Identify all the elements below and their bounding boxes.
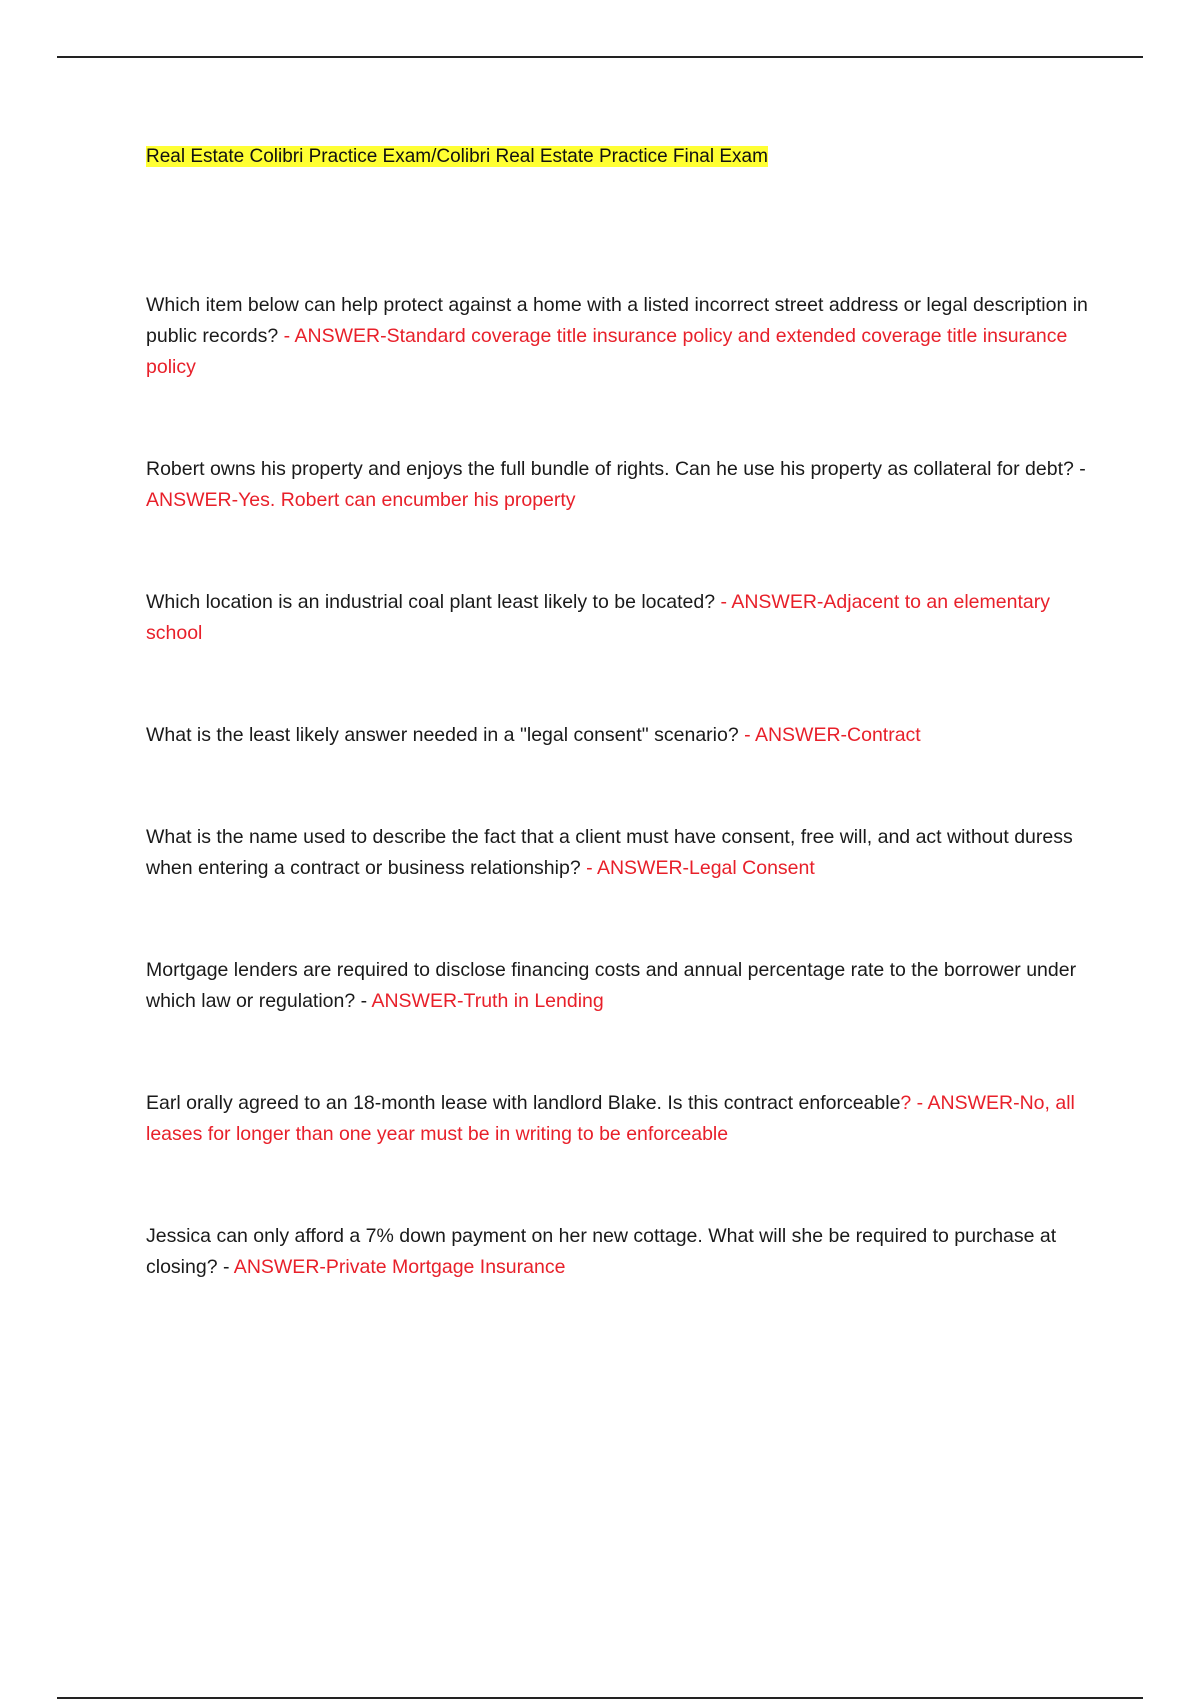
- qa-item: [146, 454, 1096, 516]
- question-text: Which item below can help protect against a home with a listed incorrect street address or legal description in public records?: [146, 294, 1088, 347]
- answer-text: ? - ANSWER-No, all leases for longer than one year must be in writing to be enforceable: [146, 1092, 1075, 1145]
- question-text: What is the name used to describe the fact that a client must have consent, free will, and act without duress when entering a contract or business relationship?: [146, 826, 1073, 879]
- question-text: Robert owns his property and enjoys the full bundle of rights. Can he use his property as collateral for debt? -: [146, 458, 1086, 480]
- qa-item: [146, 1088, 1096, 1150]
- answer-text: ANSWER-Private Mortgage Insurance: [229, 1256, 566, 1278]
- document-title-line: [146, 142, 1096, 172]
- answer-text: ANSWER-Yes. Robert can encumber his property: [146, 489, 576, 511]
- document-title: Real Estate Colibri Practice Exam/Colibri Real Estate Practice Final Exam: [146, 146, 768, 167]
- document-body: [146, 142, 1096, 1283]
- answer-text: - ANSWER-Legal Consent: [580, 857, 815, 879]
- answer-text: - ANSWER-Contract: [738, 724, 921, 746]
- answer-text: ANSWER-Truth in Lending: [367, 990, 604, 1012]
- question-text: What is the least likely answer needed in a "legal consent" scenario?: [146, 724, 739, 746]
- qa-item: [146, 1221, 1096, 1283]
- answer-text: - ANSWER-Standard coverage title insurance policy and extended coverage title insurance policy: [146, 325, 1068, 378]
- question-text: Mortgage lenders are required to disclose financing costs and annual percentage rate to the borrower under which law or regulation? -: [146, 959, 1077, 1012]
- qa-item: [146, 290, 1096, 383]
- qa-item: [146, 720, 1096, 751]
- question-text: Which location is an industrial coal plant least likely to be located?: [146, 591, 716, 613]
- footer-rule: [57, 1697, 1143, 1699]
- question-text: Jessica can only afford a 7% down payment on her new cottage. What will she be required to purchase at closing? -: [146, 1225, 1057, 1278]
- qa-list: [146, 290, 1096, 1283]
- answer-text: - ANSWER-Adjacent to an elementary school: [146, 591, 1050, 644]
- qa-item: [146, 955, 1096, 1017]
- qa-item: [146, 822, 1096, 884]
- qa-item: [146, 587, 1096, 649]
- header-rule: [57, 56, 1143, 58]
- question-text: Earl orally agreed to an 18-month lease with landlord Blake. Is this contract enforceable: [146, 1092, 901, 1114]
